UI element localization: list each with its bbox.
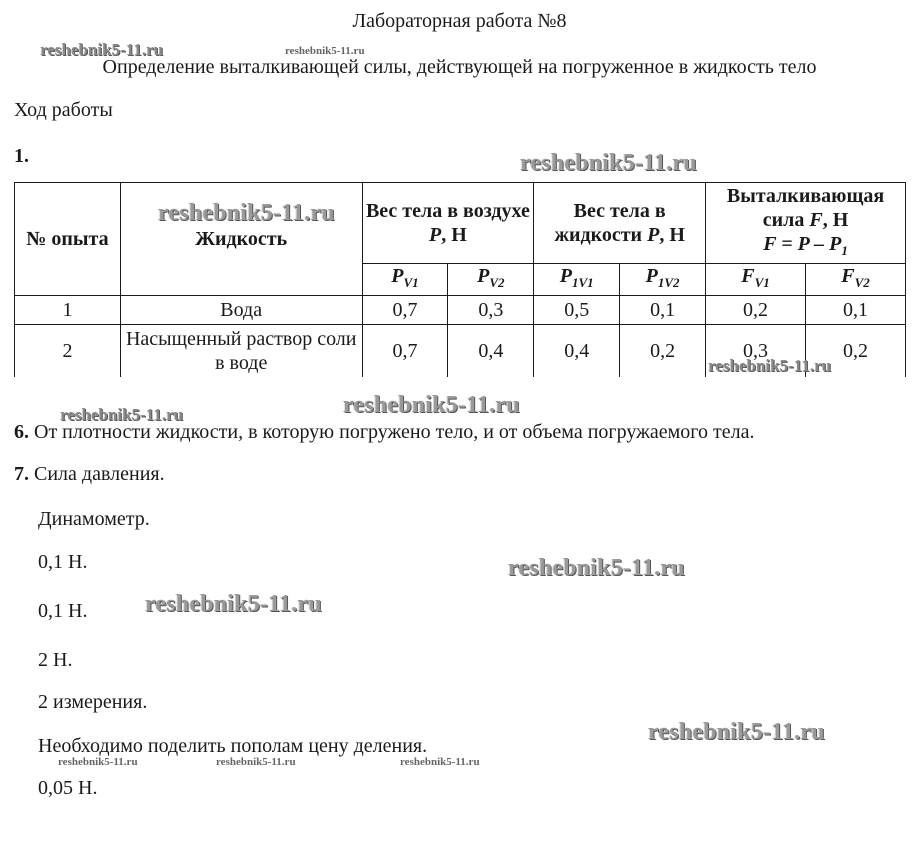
lab-subtitle: Определение выталкивающей силы, действующей на погруженное в жидкость тело: [102, 56, 817, 78]
answer-6-number: 6.: [14, 421, 29, 443]
cell-pv1: 0,7: [362, 325, 448, 378]
answer-7-number: 7.: [14, 463, 29, 485]
header-buoyant: Выталкивающая сила F, Н $F = P - P_1$: [706, 183, 906, 264]
cell-liquid: Вода: [120, 296, 362, 325]
cell-fv2: 0,1: [806, 296, 906, 325]
watermark: reshebnik5-11.ru: [60, 405, 183, 424]
buoyant-formula: $F = P - P_1$: [763, 232, 848, 258]
cell-fv1: 0,2: [706, 296, 806, 325]
cell-p1v1: 0,5: [534, 296, 620, 325]
table-header-row: [15, 183, 906, 264]
watermark: reshebnik5-11.ru: [158, 200, 335, 226]
watermark: reshebnik5-11.ru: [145, 591, 322, 617]
answer-6-text: От плотности жидкости, в которую погружено тело, и от объема погружаемого тела.: [34, 421, 755, 443]
cell-pv2: 0,4: [448, 325, 534, 378]
answer-line: 0,05 Н.: [38, 777, 98, 799]
answer-line: Необходимо поделить пополам цену деления.: [38, 735, 428, 757]
cell-num: 2: [15, 325, 121, 378]
answer-line: Динамометр.: [38, 508, 150, 530]
watermark: reshebnik5-11.ru: [708, 356, 831, 375]
cell-p1v2: 0,2: [620, 325, 706, 378]
answer-7: [14, 463, 165, 486]
watermark: reshebnik5-11.ru: [520, 150, 697, 176]
subheader-fv1: $F_{V1}$: [706, 264, 806, 296]
header-num: № опыта: [15, 183, 121, 296]
watermark: reshebnik5-11.ru: [58, 756, 138, 768]
watermark: reshebnik5-11.ru: [40, 40, 163, 59]
cell-pv1: 0,7: [362, 296, 448, 325]
cell-p1v2: 0,1: [620, 296, 706, 325]
header-liquid: Жидкость: [120, 183, 362, 296]
results-table: [14, 182, 906, 377]
cell-num: 1: [15, 296, 121, 325]
subheader-pv2: $P_{V2}$: [448, 264, 534, 296]
watermark: reshebnik5-11.ru: [400, 756, 480, 768]
watermark: reshebnik5-11.ru: [508, 555, 685, 581]
watermark: reshebnik5-11.ru: [285, 45, 365, 57]
answer-line: 2 измерения.: [38, 691, 148, 713]
header-liquid-weight: Вес тела в жидкости P, Н: [534, 183, 706, 264]
subheader-fv2: $F_{V2}$: [806, 264, 906, 296]
answer-line: 2 Н.: [38, 649, 73, 671]
section-heading: Ход работы: [14, 99, 113, 121]
watermark: reshebnik5-11.ru: [216, 756, 296, 768]
answer-7-text: Сила давления.: [34, 463, 165, 485]
cell-p1v1: 0,4: [534, 325, 620, 378]
cell-liquid: Насыщенный раствор соли в воде: [120, 325, 362, 378]
cell-fv2: 0,2: [806, 325, 906, 378]
watermark: reshebnik5-11.ru: [648, 719, 825, 745]
subheader-pv1: $P_{V1}$: [362, 264, 448, 296]
header-air-weight: Вес тела в воздухе P, Н: [362, 183, 534, 264]
answer-line: 0,1 Н.: [38, 551, 88, 573]
answer-line: 0,1 Н.: [38, 600, 88, 622]
subheader-p1v1: $P_{1V1}$: [534, 264, 620, 296]
table-row: [15, 296, 906, 325]
cell-fv1: 0,3: [706, 325, 806, 378]
subheader-p1v2: $P_{1V2}$: [620, 264, 706, 296]
page-title: Лабораторная работа №8: [352, 10, 567, 32]
item-number-1: 1.: [14, 145, 29, 167]
watermark: reshebnik5-11.ru: [343, 392, 520, 418]
cell-pv2: 0,3: [448, 296, 534, 325]
